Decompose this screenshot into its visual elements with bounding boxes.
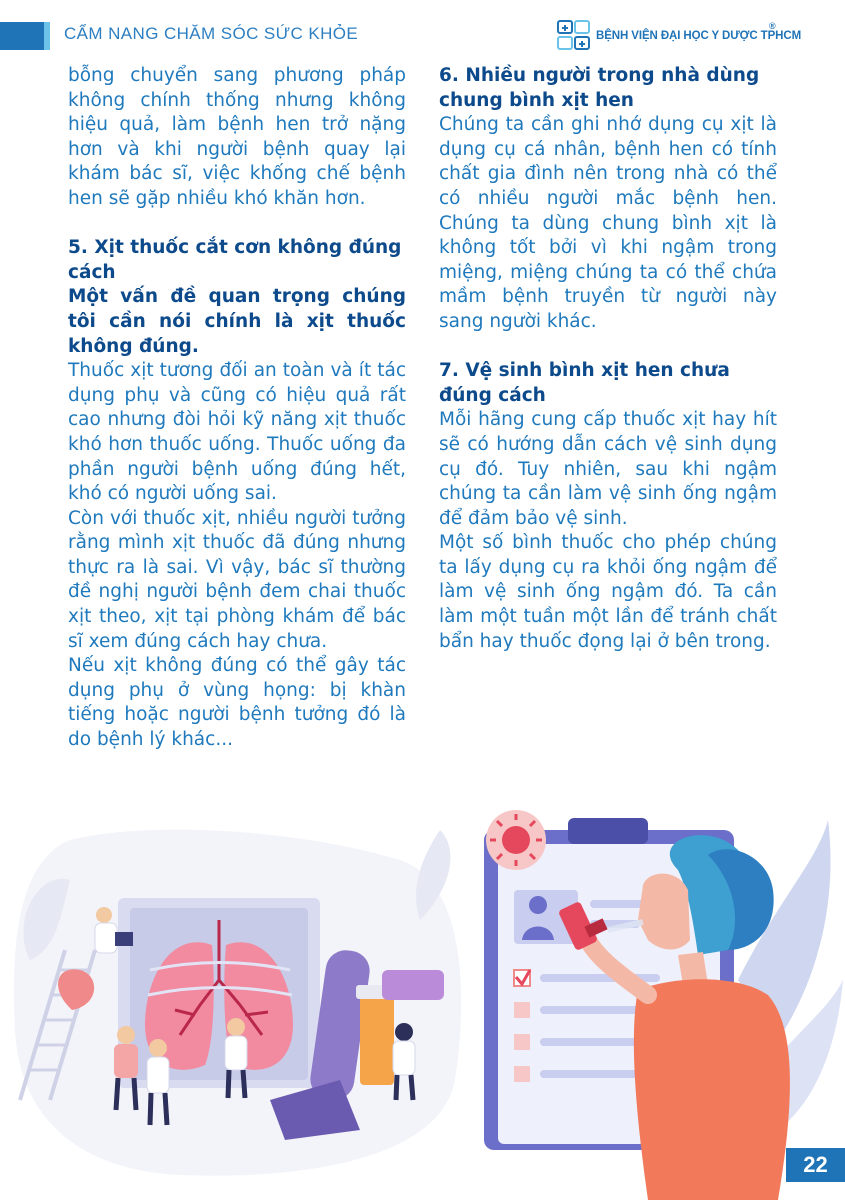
section-5-heading: 5. Xịt thuốc cắt cơn không đúng cách	[68, 237, 402, 283]
right-column	[439, 64, 777, 654]
woman-using-inhaler-illustration	[478, 780, 845, 1200]
header-title: CẨM NANG CHĂM SÓC SỨC KHỎE	[64, 24, 359, 43]
section-6-paragraph: Chúng ta cần ghi nhớ dụng cụ xịt là dụng cụ cá nhân, bệnh hen có tính chất gia đình nên trong nhà có thể có nhiều người mắc bệnh hen. Chúng ta dùng chung bình xịt là không tốt bởi vì khi ngậm trong miệng, miệng chúng ta có thể chứa mầm bệnh truyền từ người này sang người khác.	[439, 114, 777, 332]
intro-paragraph: bỗng chuyển sang phương pháp không chính thống nhưng không hiệu quả, làm bệnh hen trở nặng hơn và khi người bệnh quay lại khám bác sĩ, việc khống chế bệnh hen sẽ gặp nhiều khó khăn hơn.	[68, 65, 406, 209]
section-7-paragraph-1: Mỗi hãng cung cấp thuốc xịt hay hít sẽ có hướng dẫn cách vệ sinh dụng cụ đó. Tuy nhiên, sau khi ngậm chúng ta cần làm vệ sinh ống ngậm để đảm bảo vệ sinh.	[439, 409, 777, 529]
section-5-paragraph-1: Thuốc xịt tương đối an toàn và ít tác dụng phụ và cũng có hiệu quả rất cao nhưng đòi hỏi kỹ năng xịt thuốc khó hơn thuốc uống. Thuốc uống đa phần người bệnh uống đúng hết, khó có người uống sai.	[68, 360, 406, 505]
section-5-lead: Một vấn đề quan trọng chúng tôi cần nói chính là xịt thuốc không đúng.	[68, 286, 406, 357]
header-accent-bar	[0, 22, 44, 50]
section-5-paragraph-3: Nếu xịt không đúng có thể gây tác dụng phụ ở vùng họng: bị khàn tiếng hoặc người bệnh tưởng đó là do bệnh lý khác...	[68, 655, 406, 751]
lungs-xray-inhaler-illustration	[0, 780, 470, 1200]
section-5-paragraph-2: Còn với thuốc xịt, nhiều người tưởng rằng mình xịt thuốc đã đúng nhưng thực ra là sai. Vì vậy, bác sĩ thường đề nghị người bệnh đem chai thuốc xịt theo, xịt tại phòng khám để bác sĩ xem đúng cách hay chưa.	[68, 507, 406, 652]
header-organization: BỆNH VIỆN ĐẠI HỌC Y DƯỢC TPHCM	[596, 30, 802, 42]
section-7-paragraph-2: Một số bình thuốc cho phép chúng ta lấy dụng cụ ra khỏi ống ngậm để làm vệ sinh ống ngậm đó. Ta cần làm một tuần một lần để tránh chất bẩn hay thuốc đọng lại ở bên trong.	[439, 532, 777, 652]
section-7-heading: 7. Vệ sinh bình xịt hen chưa đúng cách	[439, 360, 730, 406]
section-6-heading: 6. Nhiều người trong nhà dùng chung bình xịt hen	[439, 65, 760, 111]
left-column	[68, 64, 406, 753]
page-number: 22	[786, 1148, 845, 1182]
hospital-logo-icon	[557, 19, 591, 51]
header-accent-stripe	[44, 22, 50, 50]
registered-mark: ®	[769, 21, 776, 31]
